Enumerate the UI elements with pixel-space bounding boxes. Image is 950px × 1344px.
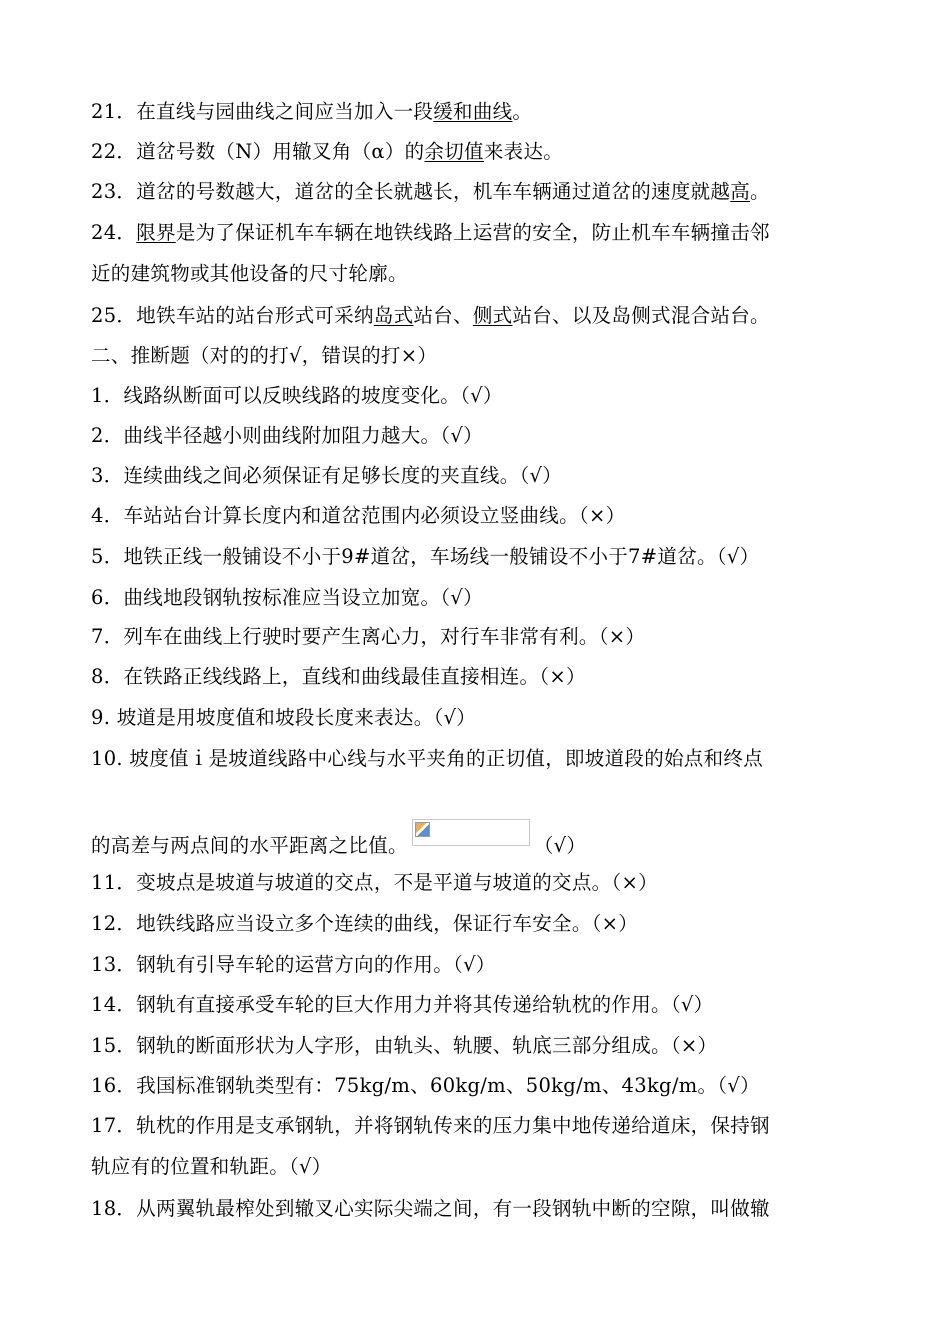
judge-item-17: 17．轨枕的作用是支承钢轨，并将钢轨传来的压力集中地传递给道床，保持钢 bbox=[91, 1114, 770, 1137]
fill-item-24: 24．限界是为了保证机车车辆在地铁线路上运营的安全，防止机车车辆撞击邻 bbox=[91, 221, 770, 244]
broken-image-icon bbox=[415, 822, 430, 837]
answer-underlined: 高 bbox=[730, 180, 751, 203]
answer-underlined: 限界 bbox=[136, 221, 176, 244]
judge-item-10: 10. 坡度值ｉ是坡道线路中心线与水平夹角的正切值，即坡道段的始点和终点 bbox=[91, 747, 764, 770]
judge-item-4: 4．车站站台计算长度内和道岔范围内必须设立竖曲线。（×） bbox=[91, 504, 626, 527]
judge-item-11: 11．变坡点是坡道与坡道的交点，不是平道与坡道的交点。（×） bbox=[91, 871, 658, 894]
judge-item-15: 15．钢轨的断面形状为人字形，由轨头、轨腰、轨底三部分组成。（×） bbox=[91, 1034, 718, 1057]
judge-item-10-cont: 的高差与两点间的水平距离之比值。 （√） bbox=[91, 819, 871, 861]
answer-underlined: 缓和曲线 bbox=[433, 100, 513, 123]
judge-item-13: 13．钢轨有引导车轮的运营方向的作用。（√） bbox=[91, 953, 496, 976]
broken-image-placeholder bbox=[412, 819, 530, 846]
judge-item-3: 3．连续曲线之间必须保证有足够长度的夹直线。（√） bbox=[91, 464, 563, 487]
judge-item-8: 8．在铁路正线线路上，直线和曲线最佳直接相连。（×） bbox=[91, 665, 586, 688]
judge-item-1: 1．线路纵断面可以反映线路的坡度变化。（√） bbox=[91, 384, 503, 407]
judge-item-5: 5．地铁正线一般铺设不小于9#道岔，车场线一般铺设不小于7#道岔。（√） bbox=[91, 545, 760, 568]
judge-item-14: 14．钢轨有直接承受车轮的巨大作用力并将其传递给轨枕的作用。（√） bbox=[91, 993, 714, 1016]
answer-underlined: 余切值 bbox=[424, 140, 484, 163]
judge-item-2: 2．曲线半径越小则曲线附加阻力越大。（√） bbox=[91, 424, 483, 447]
fill-item-22: 22．道岔号数（N）用辙叉角（α）的余切值来表达。 bbox=[91, 140, 564, 163]
fill-item-23: 23．道岔的号数越大，道岔的全长就越长，机车车辆通过道岔的速度就越高。 bbox=[91, 180, 770, 203]
judge-item-6: 6．曲线地段钢轨按标准应当设立加宽。（√） bbox=[91, 586, 483, 609]
fill-item-25: 25．地铁车站的站台形式可采纳岛式站台、侧式站台、以及岛侧式混合站台。 bbox=[91, 304, 770, 327]
judge-item-16: 16．我国标准钢轨类型有：75kg/m、60kg/m、50kg/m、43kg/m。（√） bbox=[91, 1074, 760, 1097]
fill-item-24-cont: 近的建筑物或其他设备的尺寸轮廓。 bbox=[91, 262, 408, 285]
answer-underlined: 侧式 bbox=[472, 304, 513, 327]
judge-item-9: 9. 坡道是用坡度值和坡段长度来表达。（√） bbox=[91, 706, 477, 729]
judge-item-7: 7．列车在曲线上行驶时要产生离心力，对行车非常有利。（×） bbox=[91, 625, 646, 648]
judge-item-12: 12．地铁线路应当设立多个连续的曲线，保证行车安全。（×） bbox=[91, 912, 639, 935]
judge-item-17-cont: 轨应有的位置和轨距。（√） bbox=[91, 1155, 332, 1178]
fill-item-21: 21．在直线与园曲线之间应当加入一段缓和曲线。 bbox=[91, 100, 533, 123]
section-title: 二、推断题（对的的打√，错误的打×） bbox=[91, 344, 438, 367]
answer-underlined: 岛式 bbox=[373, 304, 414, 327]
judge-item-18: 18．从两翼轨最榨处到辙叉心实际尖端之间，有一段钢轨中断的空隙，叫做辙 bbox=[91, 1197, 770, 1220]
